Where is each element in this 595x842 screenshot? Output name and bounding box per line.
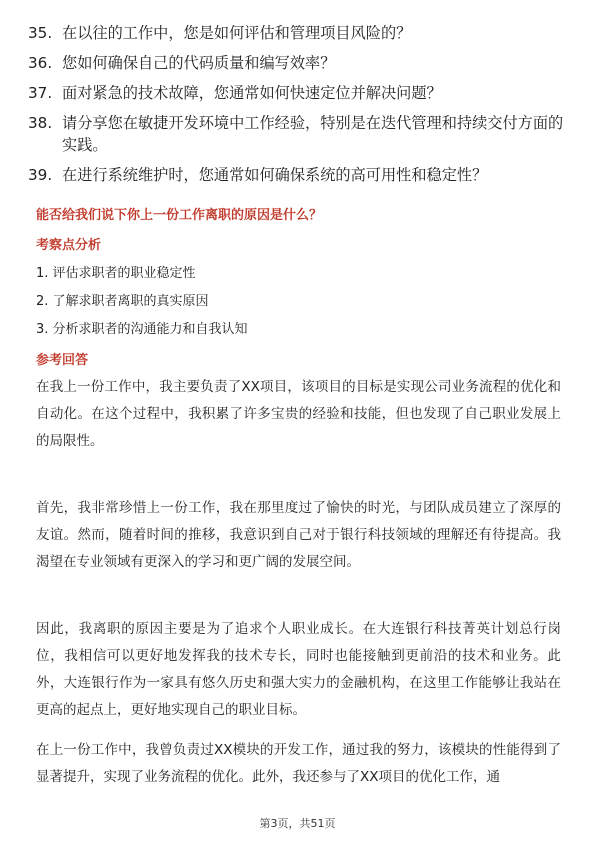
question-text: 您如何确保自己的代码质量和编写效率？ xyxy=(62,54,336,72)
analysis-section xyxy=(36,237,561,339)
answer-heading: 参考回答 xyxy=(36,353,89,368)
answer-paragraph-text: 在上一份工作中，我曾负责过XX模块的开发工作，通过我的努力，该模块的性能得到了显著提升，实现了业务流程的优化。此外，我还参与了XX项目的优化工作，通 xyxy=(36,742,561,785)
question-number: 35. xyxy=(28,24,53,42)
answer-paragraph-text: 因此，我离职的原因主要是为了追求个人职业成长。在大连银行科技菁英计划总行岗位，我相信可以更好地发挥我的技术专长，同时也能接触到更前沿的技术和业务。此外，大连银行作为一家具有悠久历史和强大实力的金融机构，在这里工作能够让我站在更高的起点上，更好地实现自己的职业目标。 xyxy=(36,621,561,718)
question-number: 39. xyxy=(28,166,53,184)
answer-paragraph xyxy=(36,495,561,576)
answer-section xyxy=(36,352,561,370)
question-item xyxy=(28,22,573,44)
question-item xyxy=(28,112,573,156)
question-text: 在以往的工作中，您是如何评估和管理项目风险的？ xyxy=(62,24,412,42)
question-number: 36. xyxy=(28,54,53,72)
analysis-item: 1. 评估求职者的职业稳定性 xyxy=(36,266,196,281)
page-footer: 第3页，共51页 xyxy=(259,817,336,830)
question-text: 请分享您在敏捷开发环境中工作经验，特别是在迭代管理和持续交付方面的实践。 xyxy=(62,114,564,154)
analysis-item: 2. 了解求职者离职的真实原因 xyxy=(36,294,209,309)
answer-paragraph-text: 在我上一份工作中，我主要负责了XX项目，该项目的目标是实现公司业务流程的优化和自动化。在这个过程中，我积累了许多宝贵的经验和技能，但也发现了自己职业发展上的局限性。 xyxy=(36,379,561,449)
question-item xyxy=(28,52,573,74)
analysis-heading: 考察点分析 xyxy=(36,238,102,253)
question-text: 在进行系统维护时，您通常如何确保系统的高可用性和稳定性？ xyxy=(62,166,488,184)
question-list xyxy=(28,22,573,194)
analysis-item: 3. 分析求职者的沟通能力和自我认知 xyxy=(36,322,248,337)
question-number: 38. xyxy=(28,114,53,132)
question-number: 37. xyxy=(28,84,53,102)
answer-paragraph xyxy=(36,737,561,791)
answer-paragraph xyxy=(36,616,561,724)
question-item xyxy=(28,82,573,104)
question-text: 面对紧急的技术故障，您通常如何快速定位并解决问题？ xyxy=(62,84,442,102)
answer-paragraph-text: 首先，我非常珍惜上一份工作，我在那里度过了愉快的时光，与团队成员建立了深厚的友谊。然而，随着时间的推移，我意识到自己对于银行科技领域的理解还有待提高。我渴望在专业领域有更深入的学习和更广阔的发展空间。 xyxy=(36,500,561,570)
main-question-section xyxy=(36,207,561,225)
question-item xyxy=(28,164,573,186)
main-question-heading: 能否给我们说下你上一份工作离职的原因是什么？ xyxy=(36,208,323,223)
answer-paragraph xyxy=(36,374,561,455)
